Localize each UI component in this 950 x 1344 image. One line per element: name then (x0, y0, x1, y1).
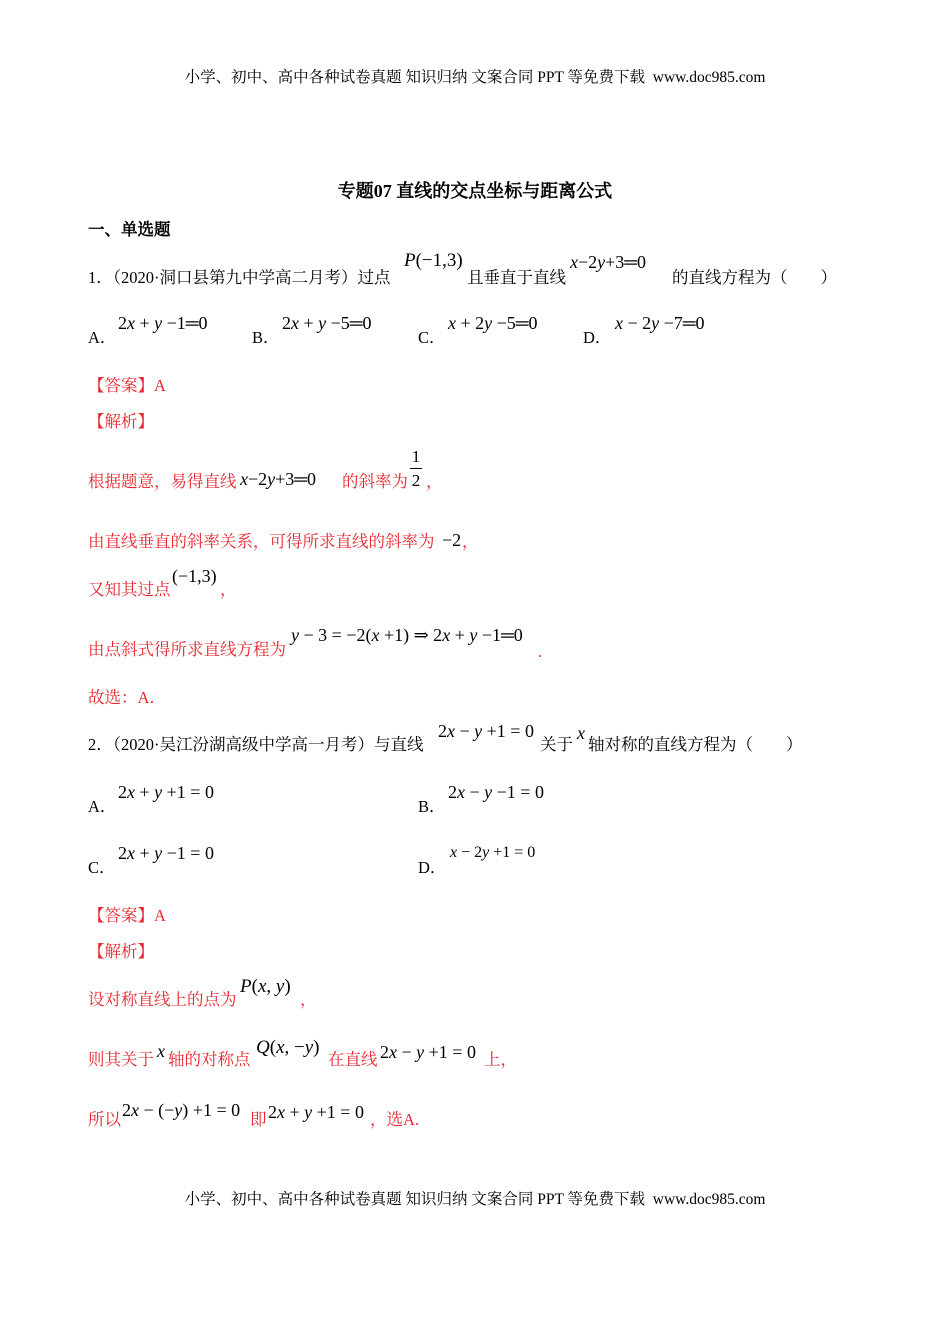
math-variable: y (651, 313, 660, 333)
q1-analysis-line3-expr: (−1,3) (172, 566, 217, 586)
q2-analysis-line2-expr2: 2x − y +1 = 0 (380, 1042, 476, 1062)
math-variable: x (277, 1102, 285, 1122)
math-variable: y (484, 782, 493, 802)
q1-answer: 【答案】A (88, 376, 166, 395)
q2-option-b-expr: 2x − y −1 = 0 (448, 782, 544, 802)
q1-stem-prefix: 1．（2020·洞口县第九中学高二月考）过点 (88, 268, 391, 287)
math-variable: y (318, 313, 327, 333)
q2-option-d-label: D． (418, 858, 447, 877)
q2-option-d-expr: x − 2y +1 = 0 (450, 844, 536, 861)
math-variable: y (154, 313, 163, 333)
math-variable: y (482, 844, 490, 861)
q1-option-d-label: D． (583, 328, 612, 347)
q2-analysis-line1-text: 设对称直线上的点为 (88, 990, 237, 1009)
q2-analysis-line3-text: 所以 (88, 1110, 121, 1129)
q1-analysis-line2-text: 由直线垂直的斜率关系，可得所求直线的斜率为 (88, 532, 435, 551)
math-variable: y (304, 1102, 313, 1122)
q2-analysis-line2-end: 上， (484, 1050, 517, 1069)
q2-analysis-line2-axis (157, 1041, 165, 1061)
q1-stem-middle: 且垂直于直线 (467, 268, 566, 287)
q2-analysis-line3-expr2: 2x + y +1 = 0 (268, 1102, 364, 1122)
math-variable: y (484, 313, 493, 333)
math-variable: y (267, 469, 276, 489)
math-variable: y (304, 1037, 314, 1058)
q1-analysis-line1-expr: x−2y+3═0 (240, 469, 317, 489)
math-variable: x (577, 723, 585, 743)
math-variable: y (275, 976, 285, 997)
math-variable: y (154, 843, 163, 863)
math-variable: Q (256, 1037, 270, 1058)
q1-line-expr: x−2y+3═0 (570, 252, 647, 272)
math-variable: x (127, 313, 135, 333)
math-variable: x (615, 313, 623, 333)
math-variable: P (404, 250, 416, 271)
q2-answer: 【答案】A (88, 906, 166, 925)
q1-analysis-line1-text: 根据题意，易得直线 (88, 472, 237, 491)
q1-option-a-label: A． (88, 328, 117, 347)
math-variable: x (371, 625, 380, 645)
q2-option-a-label: A． (88, 797, 117, 816)
q2-axis-expr (577, 723, 585, 743)
math-variable: x (448, 313, 456, 333)
math-variable: x (570, 252, 578, 272)
q2-analysis-line3-end: ，选A. (370, 1110, 420, 1129)
q1-analysis-line4-expr: y − 3 = −2(x +1) ⇒ 2x + y −1═0 (291, 625, 523, 645)
math-variable: y (469, 625, 478, 645)
page-footer: 小学、初中、高中各种试卷真题 知识归纳 文案合同 PPT 等免费下载 www.doc985.com (184, 1191, 766, 1208)
math-variable: x (457, 782, 465, 802)
math-variable: x (157, 1041, 165, 1061)
math-variable: y (154, 782, 163, 802)
q2-analysis-line1-expr: P(x, y) (240, 976, 291, 997)
fraction-numerator: 1 (411, 447, 421, 466)
math-variable: y (174, 1100, 183, 1120)
slope-fraction (409, 445, 423, 492)
q2-option-b-label: B． (418, 797, 446, 816)
math-variable: x (131, 1100, 139, 1120)
q1-analysis-line4-text: 由点斜式得所求直线方程为 (88, 640, 286, 659)
q2-analysis-label: 【解析】 (88, 942, 154, 961)
math-variable: y (416, 1042, 425, 1062)
q2-analysis-line2-text2: 轴的对称点 (168, 1050, 251, 1069)
math-variable: y (597, 252, 606, 272)
q1-option-c-label: C． (418, 328, 446, 347)
q1-option-b-label: B． (252, 328, 280, 347)
q2-analysis-line2-text3: 在直线 (328, 1050, 378, 1069)
q1-analysis-line1-end: ， (426, 472, 443, 491)
math-variable: x (442, 625, 451, 645)
q2-option-a-expr: 2x + y +1 = 0 (118, 782, 214, 802)
math-variable: y (474, 721, 483, 741)
section-heading: 一、单选题 (88, 220, 171, 239)
q2-option-c-label: C． (88, 858, 116, 877)
q1-analysis-line3-text: 又知其过点 (88, 580, 171, 599)
q1-analysis-line2-end: ， (462, 532, 479, 551)
math-variable: P (240, 976, 252, 997)
math-variable: x (276, 1037, 285, 1058)
q1-analysis-line4-end: . (538, 642, 543, 661)
q1-option-d-expr: x − 2y −7═0 (615, 313, 705, 333)
math-variable: x (127, 843, 135, 863)
q1-option-c-expr: x + 2y −5═0 (448, 313, 538, 333)
math-variable: x (389, 1042, 397, 1062)
math-variable: x (450, 844, 458, 861)
q2-analysis-line2-expr: Q(x, −y) (256, 1037, 320, 1058)
q1-analysis-line2-expr: −2 (442, 530, 462, 550)
q2-stem-suffix: 轴对称的直线方程为（ ） (588, 735, 803, 754)
q1-option-b-expr: 2x + y −5═0 (282, 313, 372, 333)
q2-analysis-line1-end: ， (300, 990, 317, 1009)
math-variable: x (127, 782, 135, 802)
q1-analysis-conclusion: 故选：A． (88, 688, 166, 707)
q2-stem-prefix: 2．（2020·吴江汾湖高级中学高一月考）与直线 (88, 735, 424, 754)
q1-option-a-expr: 2x + y −1═0 (118, 313, 208, 333)
math-variable: x (240, 469, 248, 489)
q1-stem-suffix: 的直线方程为（ ） (672, 268, 837, 287)
q1-analysis-line3-end: ， (220, 580, 237, 599)
q2-line-expr: 2x − y +1 = 0 (438, 721, 534, 741)
math-variable: x (447, 721, 455, 741)
math-variable: x (291, 313, 299, 333)
page-header: 小学、初中、高中各种试卷真题 知识归纳 文案合同 PPT 等免费下载 www.doc985.com (184, 69, 766, 86)
q1-point-expr: P(−1,3) (404, 250, 463, 271)
fraction-denominator: 2 (411, 471, 421, 490)
q2-analysis-line3-expr: 2x − (−y) +1 = 0 (122, 1100, 241, 1120)
q1-analysis-label: 【解析】 (88, 412, 154, 431)
q2-option-c-expr: 2x + y −1 = 0 (118, 843, 214, 863)
q2-analysis-line3-text2: 即 (250, 1110, 267, 1129)
q1-analysis-line1-text2: 的斜率为 (342, 472, 408, 491)
math-variable: x (257, 976, 267, 997)
math-variable: y (291, 625, 299, 645)
q2-analysis-line2-text: 则其关于 (88, 1050, 154, 1069)
document-title: 专题07 直线的交点坐标与距离公式 (337, 181, 613, 201)
q2-stem-middle: 关于 (540, 735, 573, 754)
